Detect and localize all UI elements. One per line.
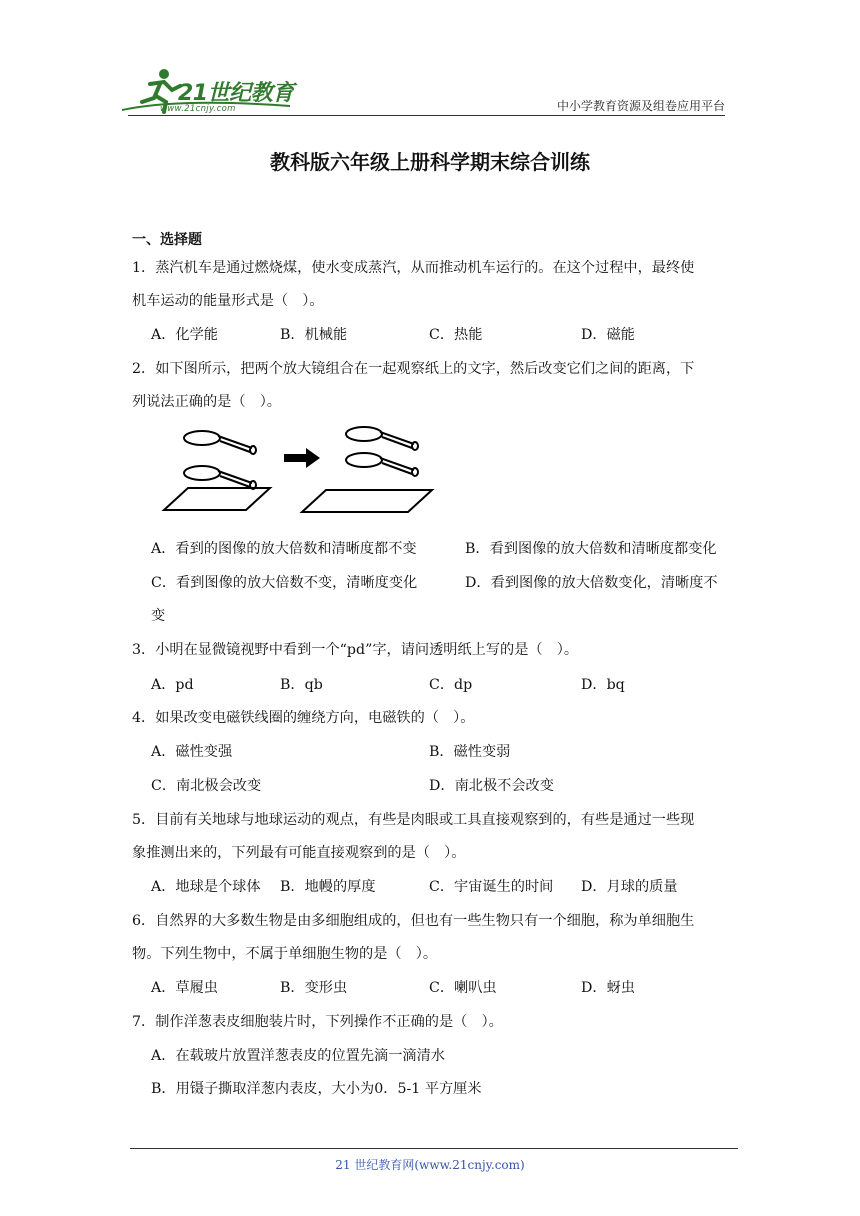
question-4-line-1: 4．如果改变电磁铁线圈的缠绕方向，电磁铁的（ ）。: [132, 710, 475, 726]
page-title: 教科版六年级上册科学期末综合训练: [270, 150, 590, 174]
question-2-line-1: 2．如下图所示，把两个放大镜组合在一起观察纸上的文字，然后改变它们之间的距离，下: [132, 361, 695, 377]
q5-option-c: C．宇宙诞生的时间: [429, 879, 554, 895]
q5-option-b: B．地幔的厚度: [280, 879, 376, 895]
footer-link[interactable]: 21 世纪教育网(www.21cnjy.com): [335, 1158, 525, 1172]
q5-option-d: D．月球的质量: [581, 879, 678, 895]
q1-option-b: B．机械能: [280, 327, 348, 343]
q3-option-c: C．dp: [429, 677, 473, 693]
q3-option-a: A．pd: [151, 677, 194, 693]
question-2-line-2: 列说法正确的是（ ）。: [132, 394, 281, 410]
question-7-line-1: 7．制作洋葱表皮细胞装片时，下列操作不正确的是（ ）。: [132, 1014, 503, 1030]
q2-option-d: D．看到图像的放大倍数变化，清晰度不: [465, 575, 718, 591]
logo-url: www.21cnjy.com: [160, 104, 236, 114]
question-1-line-1: 1．蒸汽机车是通过燃烧煤，使水变成蒸汽，从而推动机车运行的。在这个过程中，最终使: [132, 260, 695, 276]
arrow-icon: [284, 448, 320, 468]
logo-text: 21世纪教育: [178, 81, 294, 106]
q1-option-c: C．热能: [429, 327, 483, 343]
q2-option-c: C．看到图像的放大倍数不变，清晰度变化: [151, 575, 418, 591]
q4-option-b: B．磁性变弱: [429, 744, 511, 760]
magnifier-pair-right: [302, 427, 432, 512]
footer-divider: [130, 1148, 738, 1149]
header-divider: [128, 115, 725, 116]
q1-option-a: A．化学能: [151, 327, 218, 343]
question-1-line-2: 机车运动的能量形式是（ ）。: [132, 293, 324, 309]
question-3-line-1: 3．小明在显微镜视野中看到一个“pd”字，请问透明纸上写的是（ ）。: [132, 642, 579, 658]
question-6-line-1: 6．自然界的大多数生物是由多细胞组成的，但也有一些生物只有一个细胞，称为单细胞生: [132, 913, 695, 929]
q6-option-c: C．喇叭虫: [429, 980, 497, 996]
q6-option-b: B．变形虫: [280, 980, 348, 996]
q5-option-a: A．地球是个球体: [151, 879, 261, 895]
question-5-line-2: 象推测出来的，下列最有可能直接观察到的是（ ）。: [132, 845, 466, 861]
q4-option-c: C．南北极会改变: [151, 778, 262, 794]
q6-option-a: A．草履虫: [151, 980, 218, 996]
q2-option-b: B．看到图像的放大倍数和清晰度都变化: [465, 541, 717, 557]
section-heading: 一、选择题: [132, 232, 202, 248]
q2-option-d-cont: 变: [151, 608, 166, 624]
q3-option-d: D．bq: [581, 677, 625, 693]
q7-option-b: B．用镊子撕取洋葱内表皮，大小为0．5-1 平方厘米: [151, 1081, 482, 1097]
platform-name: 中小学教育资源及组卷应用平台: [556, 99, 725, 113]
q4-option-d: D．南北极不会改变: [429, 778, 554, 794]
magnifier-pair-left: [164, 431, 270, 510]
q2-option-a: A．看到的图像的放大倍数和清晰度都不变: [151, 541, 417, 557]
q3-option-b: B．qb: [280, 677, 323, 693]
question-6-line-2: 物。下列生物中，不属于单细胞生物的是（ ）。: [132, 946, 438, 962]
q1-option-d: D．磁能: [581, 327, 635, 343]
q6-option-d: D．蚜虫: [581, 980, 635, 996]
magnifier-figure: [136, 420, 436, 520]
q4-option-a: A．磁性变强: [151, 744, 233, 760]
q7-option-a: A．在载玻片放置洋葱表皮的位置先滴一滴清水: [151, 1048, 445, 1064]
question-5-line-1: 5．目前有关地球与地球运动的观点，有些是肉眼或工具直接观察到的，有些是通过一些现: [132, 812, 695, 828]
